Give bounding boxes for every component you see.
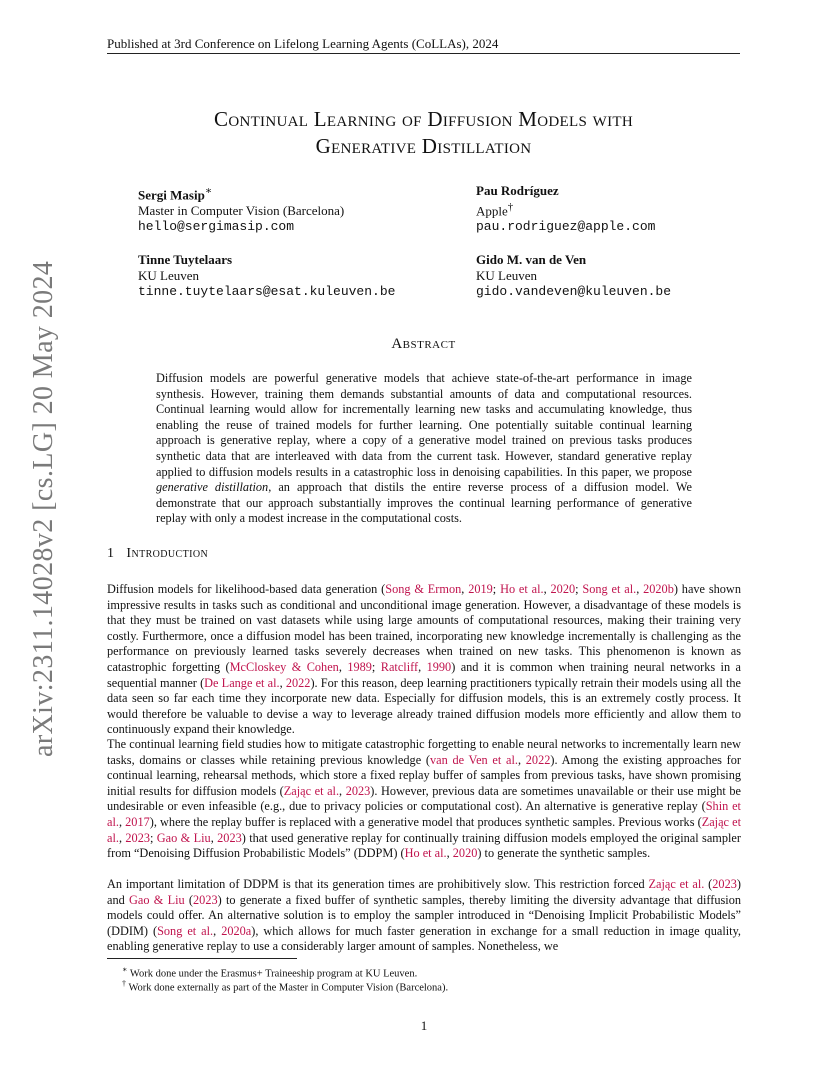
abstract-body xyxy=(156,371,692,527)
header-rule xyxy=(107,53,740,54)
paper-title-line-1: Continual Learning of Diffusion Models with xyxy=(214,107,633,131)
citation-link[interactable]: van de Ven et al. xyxy=(429,752,518,767)
abstract-text: Diffusion models are powerful generative models that achieve state-of-the-art performance in image synthesis. However, training them demands substantial amounts of data and computational resources. Continual learning would allow for incrementally learning new tasks and accumulating knowledge, thus enabling the reuse of trained models for further learning. One potentially suitable continual learning approach is generative replay, where a copy of a generative model trained on previous tasks produces synthetic data that are interleaved with data from the current task. However, standard generative replay applied to diffusion models results in a catastrophic loss in denoising capabilities. In this paper, we propose xyxy=(156,371,692,479)
intro-paragraph-3 xyxy=(107,877,741,955)
paragraph-text: Diffusion models for likelihood-based data generation ( xyxy=(107,582,386,596)
paragraph-text: , xyxy=(636,582,644,596)
paragraph-text: , xyxy=(543,582,551,596)
footnote-text: Work done under the Erasmus+ Traineeship program at KU Leuven. xyxy=(129,968,418,980)
citation-link[interactable]: Zając et al. xyxy=(648,877,705,891)
citation-link[interactable]: Song & Ermon xyxy=(385,582,462,596)
citation-link[interactable]: Ho et al. xyxy=(404,846,447,861)
paragraph-text: , xyxy=(213,923,222,938)
citation-link[interactable]: McCloskey & Cohen xyxy=(229,659,339,674)
author-block xyxy=(138,183,344,235)
paragraph-text: ; xyxy=(575,582,583,596)
citation-link[interactable]: 2020b xyxy=(643,582,674,596)
paragraph-text: , xyxy=(118,830,126,845)
author-name: Sergi Masip xyxy=(138,187,205,203)
author-email[interactable]: hello@sergimasip.com xyxy=(138,219,295,235)
paragraph-text: ( xyxy=(704,877,713,891)
paragraph-text: , xyxy=(339,783,346,798)
citation-link[interactable]: Gao & Liu xyxy=(129,892,185,907)
citation-link[interactable]: 2020a xyxy=(221,923,252,938)
citation-link[interactable]: Song et al. xyxy=(582,582,637,596)
citation-link[interactable]: 2019 xyxy=(468,582,493,596)
affiliation-footnote-mark: † xyxy=(507,201,514,213)
arxiv-sidebar-stamp: arXiv:2311.14028v2 [cs.LG] 20 May 2024 xyxy=(28,260,59,757)
citation-link[interactable]: Ho et al. xyxy=(500,582,544,596)
footnote-mark: ∗ xyxy=(122,965,128,974)
author-affiliation: Apple xyxy=(476,203,508,219)
paragraph-text: ) have shown impressive results in tasks such as conditional and unconditional image generation. However, a disadvantage of these models is that they must be trained on vast datasets while using large amounts of computational resources, making their training very costly. Furthermore, once a diffusion model has been trained, incorporating new knowledge incrementally is challenging as the performance on previously learned tasks severely decreases when trained on new tasks. This phenomenon is known as catastrophic forgetting ( xyxy=(107,582,741,674)
citation-link[interactable]: 2023 xyxy=(125,830,150,845)
citation-link[interactable]: 2020 xyxy=(550,582,576,596)
abstract-emphasis: generative distillation xyxy=(156,480,269,495)
citation-link[interactable]: 2023 xyxy=(345,783,371,798)
abstract-text: , an approach that distils the entire reverse process of a diffusion model. We demonstrate that our approach substantially improves the continual learning performance of generative replay with only a modest increase in the computational costs. xyxy=(156,480,692,526)
author-affiliation: KU Leuven xyxy=(476,268,538,283)
author-block xyxy=(476,183,655,235)
paragraph-text: , xyxy=(338,659,348,674)
page-number: 1 xyxy=(420,1018,428,1033)
citation-link[interactable]: Song et al. xyxy=(157,923,214,938)
paragraph-text: ) to generate a fixed buffer of synthetic samples, thereby limiting the diversity advantage that diffusion models could offer. An alternative solution is to employ the sampler introduced in “Denoising Implicit Probabilistic Models” (DDIM) ( xyxy=(107,892,741,938)
citation-link[interactable]: De Lange et al. xyxy=(204,675,280,690)
paragraph-text: ; xyxy=(371,659,381,674)
author-name: Gido M. van de Ven xyxy=(476,252,587,267)
citation-link[interactable]: 2022 xyxy=(525,752,551,767)
citation-link[interactable]: 2017 xyxy=(125,814,150,829)
citation-link[interactable]: 1989 xyxy=(347,659,372,674)
footnote-rule xyxy=(107,958,297,959)
citation-link[interactable]: 2022 xyxy=(285,675,311,690)
citation-link[interactable]: 2023 xyxy=(217,830,242,845)
footnote-text: Work done externally as part of the Master in Computer Vision (Barcelona). xyxy=(128,982,449,994)
paragraph-text: ) that used generative replay for continually training diffusion models employed the original sampler from “Denoising Diffusion Probabilistic Models” (DDPM) ( xyxy=(107,830,741,861)
intro-paragraph-2 xyxy=(107,737,741,862)
running-header: Published at 3rd Conference on Lifelong Learning Agents (CoLLAs), 2024 xyxy=(107,36,499,51)
footnote xyxy=(122,977,448,995)
paragraph-text: ( xyxy=(184,892,194,907)
paragraph-text: ), where the replay buffer is replaced with a generative model that produces synthetic samples. Previous works ( xyxy=(149,814,702,829)
citation-link[interactable]: Gao & Liu xyxy=(156,830,211,845)
author-email[interactable]: gido.vandeven@kuleuven.be xyxy=(476,284,672,299)
paragraph-text: ) and xyxy=(107,877,741,907)
author-block xyxy=(476,252,671,300)
section-title: Introduction xyxy=(126,546,209,561)
abstract-heading: Abstract xyxy=(391,336,456,352)
section-heading-introduction xyxy=(107,546,208,562)
citation-link[interactable]: Zając et al. xyxy=(283,783,340,798)
paragraph-text: , xyxy=(517,752,526,767)
author-name: Pau Rodríguez xyxy=(476,183,559,198)
paragraph-text: , xyxy=(418,659,427,674)
paragraph-text: ; xyxy=(492,582,501,596)
paragraph-text: ) to generate the synthetic samples. xyxy=(477,846,651,861)
paper-title-line-2: Generative Distillation xyxy=(315,134,532,158)
author-footnote-mark: ∗ xyxy=(204,185,213,197)
author-block xyxy=(138,252,395,300)
citation-link[interactable]: 2023 xyxy=(193,892,218,907)
paragraph-text: ). For this reason, deep learning practitioners typically retrain their models using all the data seen so far each time they incorporate new data. Especially for diffusion models, this is an extremely costly process. It would therefore be valuable to devise a way to leverage already trained diffusion models more efficiently and allow them to continuously expand their knowledge. xyxy=(107,675,741,737)
paragraph-text: ) and it is common when training neural networks in a sequential manner ( xyxy=(107,659,741,690)
paragraph-text: ; xyxy=(150,830,157,845)
author-affiliation: KU Leuven xyxy=(138,268,200,283)
paragraph-text: , xyxy=(279,675,286,690)
author-name: Tinne Tuytelaars xyxy=(138,252,233,267)
citation-link[interactable]: 1990 xyxy=(426,659,452,674)
intro-paragraph-1 xyxy=(107,582,741,738)
paragraph-text: , xyxy=(210,830,218,845)
section-number: 1 xyxy=(107,546,115,561)
paragraph-text: ), which allows for much faster generation in exchange for a small reduction in image quality, enabling generative replay to use a considerably larger amount of samples. Nonetheless, we xyxy=(107,923,741,954)
paragraph-text: The continual learning field studies how to mitigate catastrophic forgetting to enable neural networks to incrementally learn new tasks, domains or classes while retaining previous knowledge ( xyxy=(107,737,741,767)
citation-link[interactable]: 2023 xyxy=(712,877,737,891)
paragraph-text: , xyxy=(118,814,126,829)
paragraph-text: An important limitation of DDPM is that its generation times are prohibitively slow. This restriction forced xyxy=(107,877,649,891)
citation-link[interactable]: 2020 xyxy=(452,846,478,861)
paragraph-text: ). Among the existing approaches for continual learning, rehearsal methods, which store a fixed replay buffer of samples from previous tasks, have shown promising initial results for diffusion models ( xyxy=(107,752,741,798)
citation-link[interactable]: Shin et al. xyxy=(107,799,741,829)
paragraph-text: ). However, previous data are sometimes unavailable or their use might be undesirable or even infeasible (e.g., due to privacy policies or computational cost). An alternative is generative replay ( xyxy=(107,783,741,814)
paragraph-text: , xyxy=(461,582,469,596)
footnote-mark: † xyxy=(122,979,126,988)
author-email[interactable]: tinne.tuytelaars@esat.kuleuven.be xyxy=(138,284,396,299)
citation-link[interactable]: Zając et al. xyxy=(107,814,741,845)
paragraph-text: , xyxy=(446,846,453,861)
author-affiliation: Master in Computer Vision (Barcelona) xyxy=(138,203,345,219)
citation-link[interactable]: Ratcliff xyxy=(380,659,419,674)
author-email[interactable]: pau.rodriguez@apple.com xyxy=(476,219,656,235)
